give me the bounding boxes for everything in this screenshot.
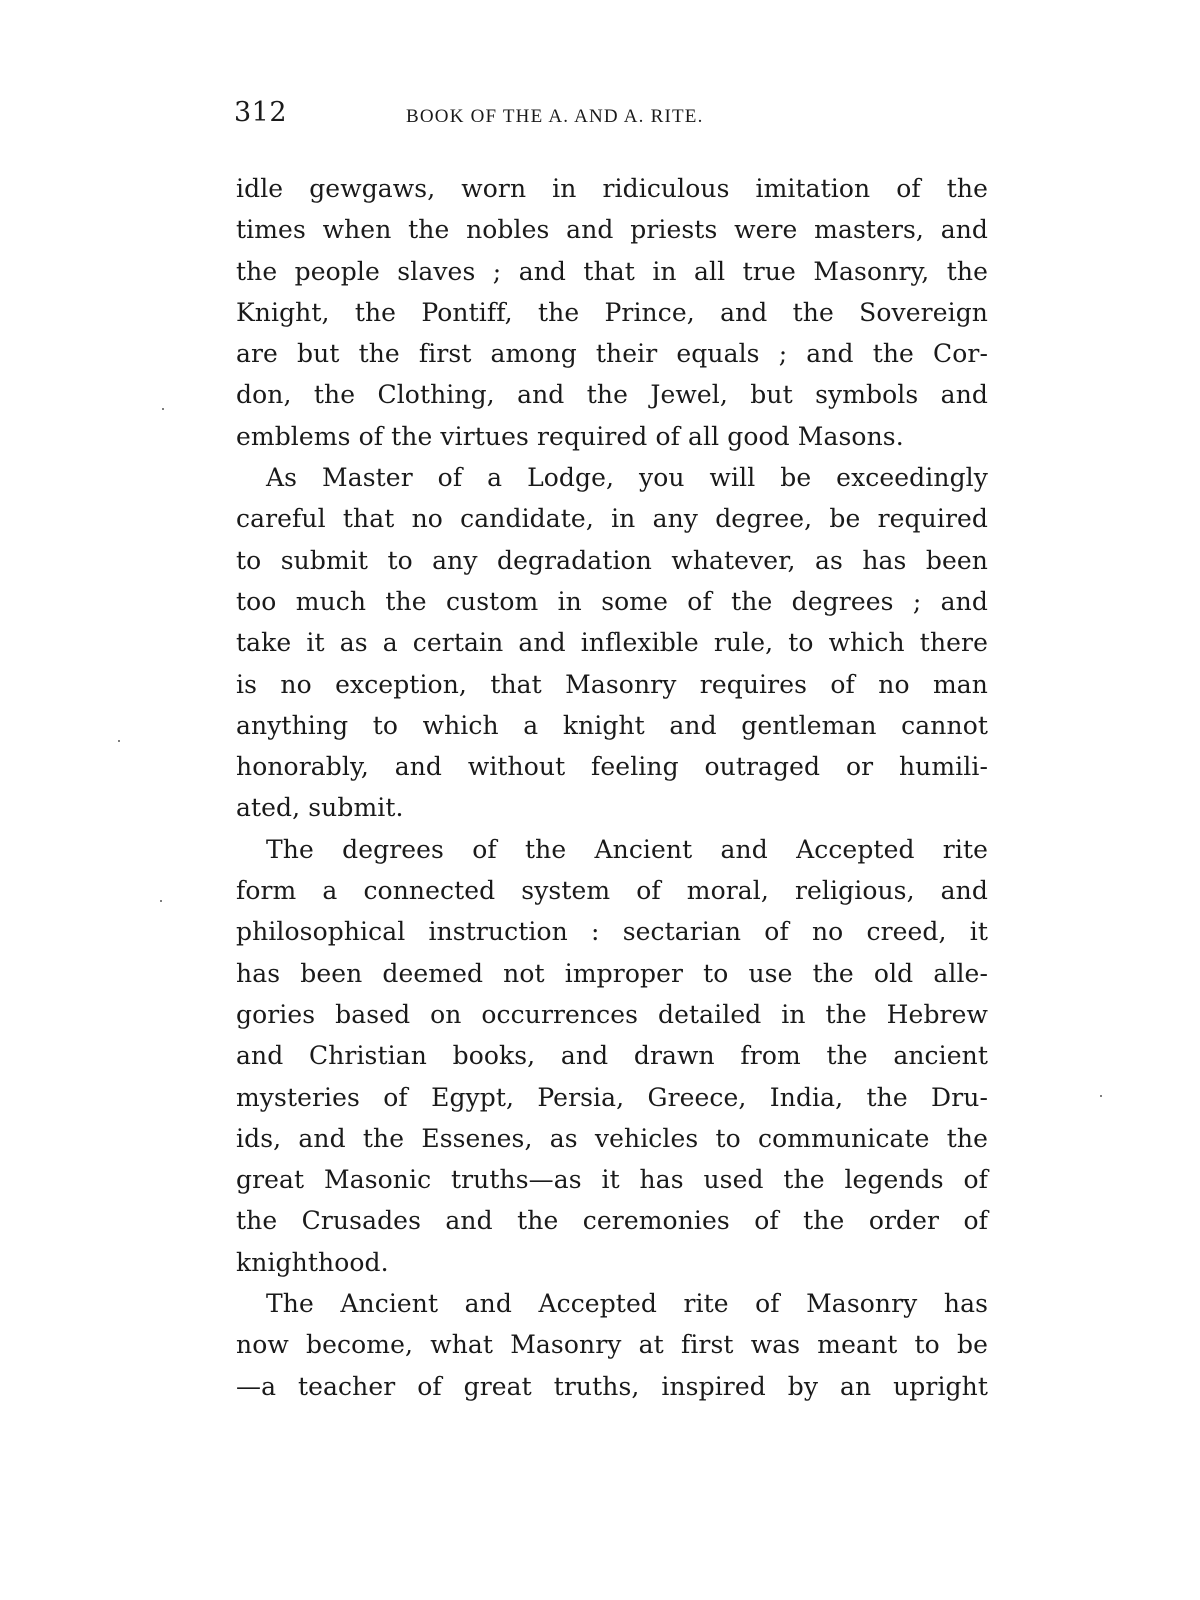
- text-line: gories based on occurrences detailed in the Hebrew: [236, 999, 988, 1029]
- text-line: idle gewgaws, worn in ridiculous imitation of the: [236, 174, 988, 203]
- text-line: knighthood.: [236, 1247, 389, 1277]
- text-line: too much the custom in some of the degrees ; and: [236, 586, 988, 616]
- text-line: form a connected system of moral, religious, and: [236, 876, 988, 906]
- paragraph-first-line: The degrees of the Ancient and Accepted rite: [266, 834, 988, 864]
- text-line: great Masonic truths—as it has used the legends of: [236, 1165, 988, 1195]
- paper-speck: [160, 900, 162, 902]
- page-number: 312: [234, 97, 288, 128]
- body-text: [236, 168, 988, 1407]
- text-line: ated, submit.: [236, 793, 404, 823]
- paragraph-first-line: As Master of a Lodge, you will be exceedingly: [266, 463, 988, 493]
- text-line: Knight, the Pontiff, the Prince, and the Sovereign: [236, 297, 988, 327]
- text-line: times when the nobles and priests were masters, and: [236, 215, 988, 245]
- text-line: don, the Clothing, and the Jewel, but symbols and: [236, 380, 988, 410]
- text-line: philosophical instruction : sectarian of no creed, it: [236, 917, 988, 947]
- text-line: now become, what Masonry at first was meant to be: [236, 1330, 988, 1360]
- text-line: take it as a certain and inflexible rule, to which there: [236, 628, 988, 658]
- text-line: and Christian books, and drawn from the ancient: [236, 1041, 988, 1071]
- text-line: the Crusades and the ceremonies of the order of: [236, 1206, 988, 1236]
- text-line: honorably, and without feeling outraged or humili-: [236, 752, 988, 782]
- text-line: the people slaves ; and that in all true Masonry, the: [236, 256, 988, 286]
- text-line: emblems of the virtues required of all good Masons.: [236, 421, 904, 451]
- text-line: are but the first among their equals ; and the Cor-: [236, 339, 988, 369]
- text-line: ids, and the Essenes, as vehicles to communicate the: [236, 1123, 988, 1153]
- running-head: [234, 97, 986, 137]
- paper-speck: [162, 408, 164, 410]
- text-line: to submit to any degradation whatever, as has been: [236, 545, 988, 575]
- text-line: mysteries of Egypt, Persia, Greece, India, the Dru-: [236, 1082, 988, 1112]
- text-line: anything to which a knight and gentleman cannot: [236, 710, 988, 740]
- paper-speck: [1100, 1095, 1102, 1097]
- text-line: has been deemed not improper to use the old alle-: [236, 958, 988, 988]
- running-title: BOOK OF THE A. AND A. RITE.: [406, 106, 704, 127]
- text-line: —a teacher of great truths, inspired by an upright: [236, 1371, 988, 1401]
- paper-speck: [118, 740, 120, 742]
- text-line: is no exception, that Masonry requires of no man: [236, 669, 988, 699]
- text-line: careful that no candidate, in any degree, be required: [236, 504, 988, 534]
- paragraph-first-line: The Ancient and Accepted rite of Masonry has: [266, 1289, 988, 1319]
